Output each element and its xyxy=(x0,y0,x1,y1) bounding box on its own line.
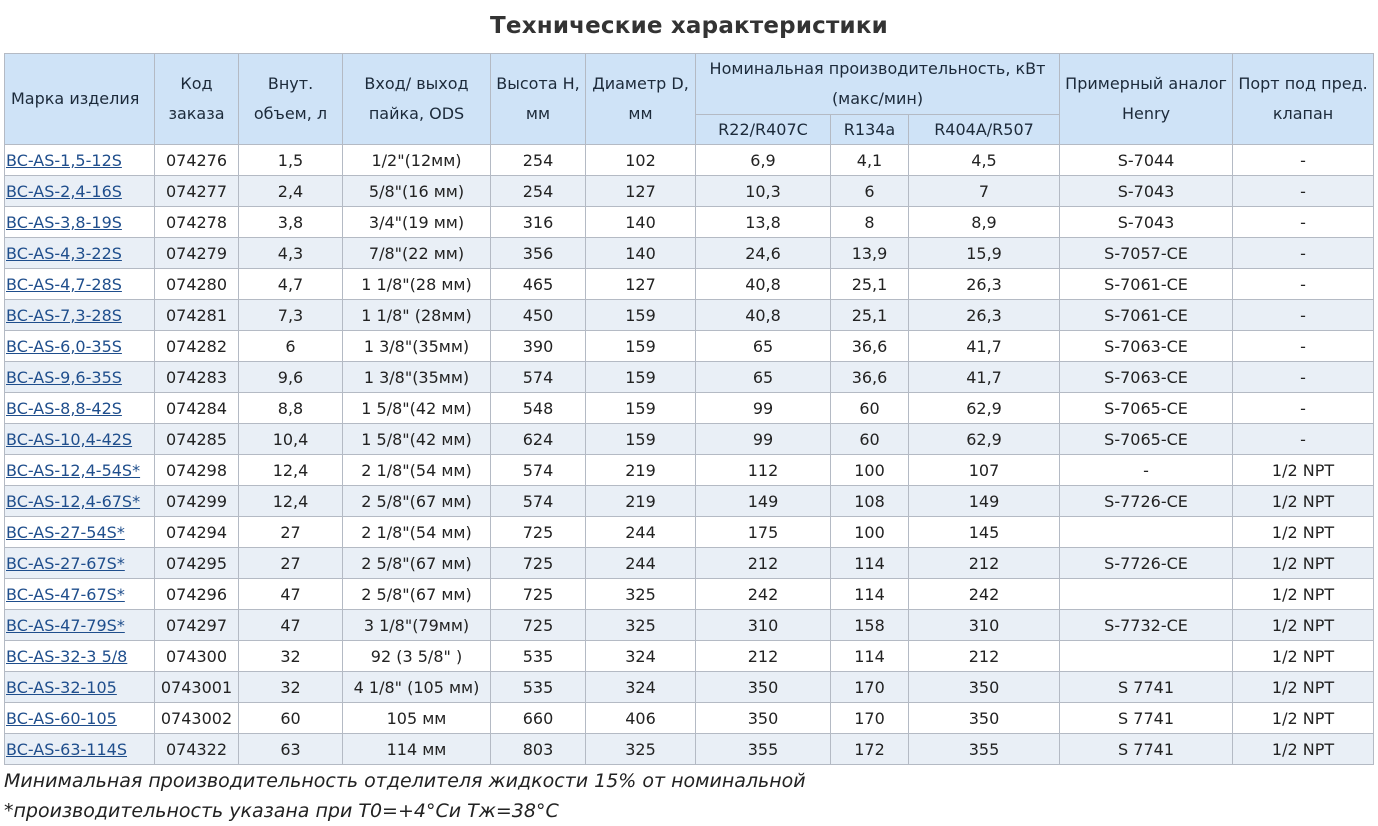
cell-diameter: 159 xyxy=(586,362,696,393)
cell-height: 725 xyxy=(491,548,586,579)
cell-port: - xyxy=(1233,393,1374,424)
cell-diameter: 159 xyxy=(586,393,696,424)
cell-inout: 1 3/8"(35мм) xyxy=(343,362,491,393)
cell-inout: 114 мм xyxy=(343,734,491,765)
cell-volume: 47 xyxy=(239,610,343,641)
cell-r134: 108 xyxy=(831,486,909,517)
cell-code: 074280 xyxy=(155,269,239,300)
cell-r134: 4,1 xyxy=(831,145,909,176)
header-model: Марка изделия xyxy=(5,54,155,145)
cell-diameter: 219 xyxy=(586,486,696,517)
cell-r404: 310 xyxy=(909,610,1060,641)
cell-r134: 6 xyxy=(831,176,909,207)
cell-volume: 10,4 xyxy=(239,424,343,455)
cell-diameter: 244 xyxy=(586,548,696,579)
cell-r404: 107 xyxy=(909,455,1060,486)
cell-r404: 62,9 xyxy=(909,393,1060,424)
cell-diameter: 140 xyxy=(586,238,696,269)
cell-port: - xyxy=(1233,207,1374,238)
table-row xyxy=(5,548,1374,579)
header-r134: R134a xyxy=(831,115,909,145)
cell-analog: S-7063-CE xyxy=(1060,362,1233,393)
cell-analog: S-7065-CE xyxy=(1060,393,1233,424)
cell-height: 803 xyxy=(491,734,586,765)
model-link[interactable]: BC-AS-3,8-19S xyxy=(6,212,122,232)
cell-code: 0743001 xyxy=(155,672,239,703)
cell-analog: S-7061-CE xyxy=(1060,269,1233,300)
cell-inout: 1/2"(12мм) xyxy=(343,145,491,176)
cell-r22: 355 xyxy=(696,734,831,765)
cell-diameter: 325 xyxy=(586,734,696,765)
table-row xyxy=(5,703,1374,734)
cell-height: 450 xyxy=(491,300,586,331)
cell-diameter: 159 xyxy=(586,300,696,331)
cell-diameter: 102 xyxy=(586,145,696,176)
note-min-capacity: Минимальная производительность отделителя жидкости 15% от номинальной xyxy=(4,770,806,792)
model-link[interactable]: BC-AS-27-54S* xyxy=(6,522,125,542)
model-link[interactable]: BC-AS-32-105 xyxy=(6,677,117,697)
cell-code: 074295 xyxy=(155,548,239,579)
cell-inout: 1 1/8"(28 мм) xyxy=(343,269,491,300)
cell-analog: S-7063-CE xyxy=(1060,331,1233,362)
cell-port: - xyxy=(1233,362,1374,393)
cell-r22: 10,3 xyxy=(696,176,831,207)
cell-analog: S-7726-CE xyxy=(1060,548,1233,579)
table-row xyxy=(5,672,1374,703)
cell-height: 574 xyxy=(491,455,586,486)
cell-volume: 3,8 xyxy=(239,207,343,238)
cell-analog xyxy=(1060,517,1233,548)
header-analog: Примерный аналог Henry xyxy=(1060,54,1233,145)
cell-port: - xyxy=(1233,269,1374,300)
table-row xyxy=(5,362,1374,393)
cell-code: 074277 xyxy=(155,176,239,207)
cell-volume: 32 xyxy=(239,672,343,703)
cell-diameter: 219 xyxy=(586,455,696,486)
cell-height: 660 xyxy=(491,703,586,734)
cell-height: 725 xyxy=(491,610,586,641)
cell-r404: 62,9 xyxy=(909,424,1060,455)
cell-inout: 5/8"(16 мм) xyxy=(343,176,491,207)
cell-diameter: 159 xyxy=(586,331,696,362)
cell-analog: S-7043 xyxy=(1060,176,1233,207)
cell-r22: 242 xyxy=(696,579,831,610)
cell-analog xyxy=(1060,579,1233,610)
cell-model xyxy=(5,703,155,734)
cell-model xyxy=(5,579,155,610)
header-inout: Вход/ выход пайка, ODS xyxy=(343,54,491,145)
model-link[interactable]: BC-AS-1,5-12S xyxy=(6,150,122,170)
cell-r404: 212 xyxy=(909,548,1060,579)
cell-inout: 2 5/8"(67 мм) xyxy=(343,548,491,579)
cell-volume: 7,3 xyxy=(239,300,343,331)
model-link[interactable]: BC-AS-7,3-28S xyxy=(6,305,122,325)
cell-port: 1/2 NPT xyxy=(1233,641,1374,672)
cell-volume: 4,3 xyxy=(239,238,343,269)
cell-model xyxy=(5,269,155,300)
cell-analog: S 7741 xyxy=(1060,672,1233,703)
cell-r22: 350 xyxy=(696,703,831,734)
header-volume: Внут. объем, л xyxy=(239,54,343,145)
cell-model xyxy=(5,393,155,424)
notes xyxy=(4,766,806,826)
cell-model xyxy=(5,362,155,393)
cell-analog: - xyxy=(1060,455,1233,486)
cell-r22: 65 xyxy=(696,362,831,393)
cell-height: 316 xyxy=(491,207,586,238)
header-height: Высота H, мм xyxy=(491,54,586,145)
cell-r134: 36,6 xyxy=(831,362,909,393)
table-row xyxy=(5,734,1374,765)
cell-model xyxy=(5,145,155,176)
model-link[interactable]: BC-AS-6,0-35S xyxy=(6,336,122,356)
cell-inout: 2 1/8"(54 мм) xyxy=(343,517,491,548)
cell-diameter: 325 xyxy=(586,579,696,610)
cell-r134: 100 xyxy=(831,517,909,548)
cell-inout: 1 5/8"(42 мм) xyxy=(343,393,491,424)
cell-r134: 100 xyxy=(831,455,909,486)
cell-model xyxy=(5,176,155,207)
model-link[interactable]: BC-AS-63-114S xyxy=(6,739,127,759)
cell-r404: 212 xyxy=(909,641,1060,672)
table-row xyxy=(5,331,1374,362)
cell-height: 465 xyxy=(491,269,586,300)
model-link[interactable]: BC-AS-4,7-28S xyxy=(6,274,122,294)
model-link[interactable]: BC-AS-4,3-22S xyxy=(6,243,122,263)
cell-volume: 47 xyxy=(239,579,343,610)
cell-diameter: 244 xyxy=(586,517,696,548)
cell-port: - xyxy=(1233,331,1374,362)
cell-code: 074296 xyxy=(155,579,239,610)
cell-port: 1/2 NPT xyxy=(1233,486,1374,517)
cell-diameter: 127 xyxy=(586,269,696,300)
model-link[interactable]: BC-AS-32-3 5/8 xyxy=(6,646,128,666)
header-capacity: Номинальная производительность, кВт (макс/мин) xyxy=(696,54,1060,115)
cell-r134: 158 xyxy=(831,610,909,641)
cell-r404: 350 xyxy=(909,703,1060,734)
cell-model xyxy=(5,517,155,548)
cell-r22: 99 xyxy=(696,424,831,455)
cell-port: - xyxy=(1233,176,1374,207)
model-link[interactable]: BC-AS-9,6-35S xyxy=(6,367,122,387)
cell-r134: 8 xyxy=(831,207,909,238)
cell-code: 074279 xyxy=(155,238,239,269)
cell-port: 1/2 NPT xyxy=(1233,672,1374,703)
table-row xyxy=(5,517,1374,548)
cell-model xyxy=(5,424,155,455)
cell-inout: 105 мм xyxy=(343,703,491,734)
cell-r404: 8,9 xyxy=(909,207,1060,238)
cell-r22: 175 xyxy=(696,517,831,548)
cell-port: - xyxy=(1233,300,1374,331)
cell-model xyxy=(5,331,155,362)
model-link[interactable]: BC-AS-10,4-42S xyxy=(6,429,133,449)
cell-r22: 350 xyxy=(696,672,831,703)
cell-code: 074294 xyxy=(155,517,239,548)
cell-code: 0743002 xyxy=(155,703,239,734)
table-row xyxy=(5,300,1374,331)
cell-volume: 9,6 xyxy=(239,362,343,393)
header-r404: R404A/R507 xyxy=(909,115,1060,145)
cell-r22: 40,8 xyxy=(696,300,831,331)
cell-r22: 40,8 xyxy=(696,269,831,300)
table-row xyxy=(5,610,1374,641)
cell-r134: 25,1 xyxy=(831,269,909,300)
cell-r22: 212 xyxy=(696,548,831,579)
cell-height: 535 xyxy=(491,672,586,703)
cell-port: 1/2 NPT xyxy=(1233,517,1374,548)
cell-code: 074298 xyxy=(155,455,239,486)
cell-inout: 2 5/8"(67 мм) xyxy=(343,579,491,610)
cell-inout: 3 1/8"(79мм) xyxy=(343,610,491,641)
cell-r404: 350 xyxy=(909,672,1060,703)
cell-code: 074281 xyxy=(155,300,239,331)
cell-r22: 65 xyxy=(696,331,831,362)
cell-code: 074322 xyxy=(155,734,239,765)
header-code: Код заказа xyxy=(155,54,239,145)
table-row xyxy=(5,641,1374,672)
cell-port: - xyxy=(1233,145,1374,176)
cell-volume: 32 xyxy=(239,641,343,672)
cell-r404: 41,7 xyxy=(909,362,1060,393)
cell-analog: S-7061-CE xyxy=(1060,300,1233,331)
cell-analog: S-7057-CE xyxy=(1060,238,1233,269)
cell-code: 074283 xyxy=(155,362,239,393)
cell-model xyxy=(5,486,155,517)
cell-model xyxy=(5,300,155,331)
cell-r404: 26,3 xyxy=(909,300,1060,331)
cell-analog xyxy=(1060,641,1233,672)
cell-port: 1/2 NPT xyxy=(1233,455,1374,486)
cell-analog: S-7043 xyxy=(1060,207,1233,238)
cell-height: 390 xyxy=(491,331,586,362)
cell-model xyxy=(5,548,155,579)
cell-r22: 6,9 xyxy=(696,145,831,176)
cell-inout: 1 5/8"(42 мм) xyxy=(343,424,491,455)
table-row xyxy=(5,455,1374,486)
cell-code: 074284 xyxy=(155,393,239,424)
cell-height: 535 xyxy=(491,641,586,672)
cell-r134: 25,1 xyxy=(831,300,909,331)
cell-height: 624 xyxy=(491,424,586,455)
cell-height: 574 xyxy=(491,486,586,517)
cell-r134: 114 xyxy=(831,579,909,610)
model-link[interactable]: BC-AS-8,8-42S xyxy=(6,398,122,418)
cell-volume: 8,8 xyxy=(239,393,343,424)
cell-model xyxy=(5,610,155,641)
model-link[interactable]: BC-AS-2,4-16S xyxy=(6,181,122,201)
cell-model xyxy=(5,641,155,672)
model-link[interactable]: BC-AS-27-67S* xyxy=(6,553,125,573)
cell-port: 1/2 NPT xyxy=(1233,734,1374,765)
cell-r134: 172 xyxy=(831,734,909,765)
cell-r134: 36,6 xyxy=(831,331,909,362)
cell-r134: 13,9 xyxy=(831,238,909,269)
cell-r134: 114 xyxy=(831,548,909,579)
cell-inout: 92 (3 5/8" ) xyxy=(343,641,491,672)
cell-code: 074282 xyxy=(155,331,239,362)
cell-inout: 2 1/8"(54 мм) xyxy=(343,455,491,486)
cell-height: 356 xyxy=(491,238,586,269)
page-title: Технические характеристики xyxy=(490,13,888,39)
cell-volume: 4,7 xyxy=(239,269,343,300)
table-row xyxy=(5,207,1374,238)
cell-code: 074299 xyxy=(155,486,239,517)
cell-code: 074278 xyxy=(155,207,239,238)
cell-volume: 6 xyxy=(239,331,343,362)
table-row xyxy=(5,176,1374,207)
cell-r134: 114 xyxy=(831,641,909,672)
cell-port: - xyxy=(1233,424,1374,455)
cell-r404: 149 xyxy=(909,486,1060,517)
cell-volume: 12,4 xyxy=(239,486,343,517)
cell-inout: 4 1/8" (105 мм) xyxy=(343,672,491,703)
cell-volume: 2,4 xyxy=(239,176,343,207)
table-row xyxy=(5,579,1374,610)
model-link[interactable]: BC-AS-12,4-54S* xyxy=(6,460,141,480)
table-row xyxy=(5,145,1374,176)
cell-diameter: 140 xyxy=(586,207,696,238)
model-link[interactable]: BC-AS-12,4-67S* xyxy=(6,491,141,511)
cell-inout: 7/8"(22 мм) xyxy=(343,238,491,269)
cell-code: 074285 xyxy=(155,424,239,455)
cell-port: - xyxy=(1233,238,1374,269)
cell-analog: S-7065-CE xyxy=(1060,424,1233,455)
table-row xyxy=(5,269,1374,300)
cell-inout: 1 1/8" (28мм) xyxy=(343,300,491,331)
cell-r22: 149 xyxy=(696,486,831,517)
table-row xyxy=(5,238,1374,269)
cell-inout: 1 3/8"(35мм) xyxy=(343,331,491,362)
cell-r404: 355 xyxy=(909,734,1060,765)
cell-diameter: 325 xyxy=(586,610,696,641)
cell-analog: S-7726-CE xyxy=(1060,486,1233,517)
cell-r134: 170 xyxy=(831,703,909,734)
cell-analog: S 7741 xyxy=(1060,734,1233,765)
cell-diameter: 324 xyxy=(586,672,696,703)
cell-volume: 27 xyxy=(239,517,343,548)
header-r22: R22/R407C xyxy=(696,115,831,145)
cell-model xyxy=(5,207,155,238)
table-row xyxy=(5,393,1374,424)
cell-code: 074300 xyxy=(155,641,239,672)
model-link[interactable]: BC-AS-60-105 xyxy=(6,708,117,728)
cell-r22: 310 xyxy=(696,610,831,641)
spec-table xyxy=(4,53,1374,765)
cell-analog: S 7741 xyxy=(1060,703,1233,734)
cell-diameter: 406 xyxy=(586,703,696,734)
cell-r134: 60 xyxy=(831,424,909,455)
cell-volume: 60 xyxy=(239,703,343,734)
cell-r404: 145 xyxy=(909,517,1060,548)
cell-port: 1/2 NPT xyxy=(1233,548,1374,579)
cell-volume: 12,4 xyxy=(239,455,343,486)
cell-r134: 60 xyxy=(831,393,909,424)
cell-model xyxy=(5,734,155,765)
cell-model xyxy=(5,672,155,703)
cell-analog: S-7732-CE xyxy=(1060,610,1233,641)
cell-height: 254 xyxy=(491,145,586,176)
cell-height: 548 xyxy=(491,393,586,424)
cell-r404: 7 xyxy=(909,176,1060,207)
table-row xyxy=(5,486,1374,517)
cell-diameter: 159 xyxy=(586,424,696,455)
header-diameter: Диаметр D, мм xyxy=(586,54,696,145)
cell-diameter: 324 xyxy=(586,641,696,672)
model-link[interactable]: BC-AS-47-79S* xyxy=(6,615,125,635)
cell-code: 074276 xyxy=(155,145,239,176)
cell-port: 1/2 NPT xyxy=(1233,610,1374,641)
cell-r404: 242 xyxy=(909,579,1060,610)
model-link[interactable]: BC-AS-47-67S* xyxy=(6,584,125,604)
cell-r22: 212 xyxy=(696,641,831,672)
cell-diameter: 127 xyxy=(586,176,696,207)
header-port: Порт под пред. клапан xyxy=(1233,54,1374,145)
cell-volume: 1,5 xyxy=(239,145,343,176)
cell-port: 1/2 NPT xyxy=(1233,579,1374,610)
table-row xyxy=(5,424,1374,455)
cell-volume: 63 xyxy=(239,734,343,765)
table-body xyxy=(5,145,1374,765)
cell-port: 1/2 NPT xyxy=(1233,703,1374,734)
cell-height: 574 xyxy=(491,362,586,393)
cell-inout: 3/4"(19 мм) xyxy=(343,207,491,238)
cell-r22: 112 xyxy=(696,455,831,486)
cell-r404: 26,3 xyxy=(909,269,1060,300)
cell-inout: 2 5/8"(67 мм) xyxy=(343,486,491,517)
cell-r134: 170 xyxy=(831,672,909,703)
cell-height: 725 xyxy=(491,517,586,548)
cell-model xyxy=(5,238,155,269)
cell-analog: S-7044 xyxy=(1060,145,1233,176)
cell-height: 254 xyxy=(491,176,586,207)
cell-r404: 4,5 xyxy=(909,145,1060,176)
cell-code: 074297 xyxy=(155,610,239,641)
cell-r22: 13,8 xyxy=(696,207,831,238)
cell-r22: 24,6 xyxy=(696,238,831,269)
cell-r404: 41,7 xyxy=(909,331,1060,362)
note-conditions: *производительность указана при Т0=+4°Си Тж=38°С xyxy=(4,800,559,822)
cell-r22: 99 xyxy=(696,393,831,424)
cell-r404: 15,9 xyxy=(909,238,1060,269)
cell-model xyxy=(5,455,155,486)
cell-volume: 27 xyxy=(239,548,343,579)
cell-height: 725 xyxy=(491,579,586,610)
